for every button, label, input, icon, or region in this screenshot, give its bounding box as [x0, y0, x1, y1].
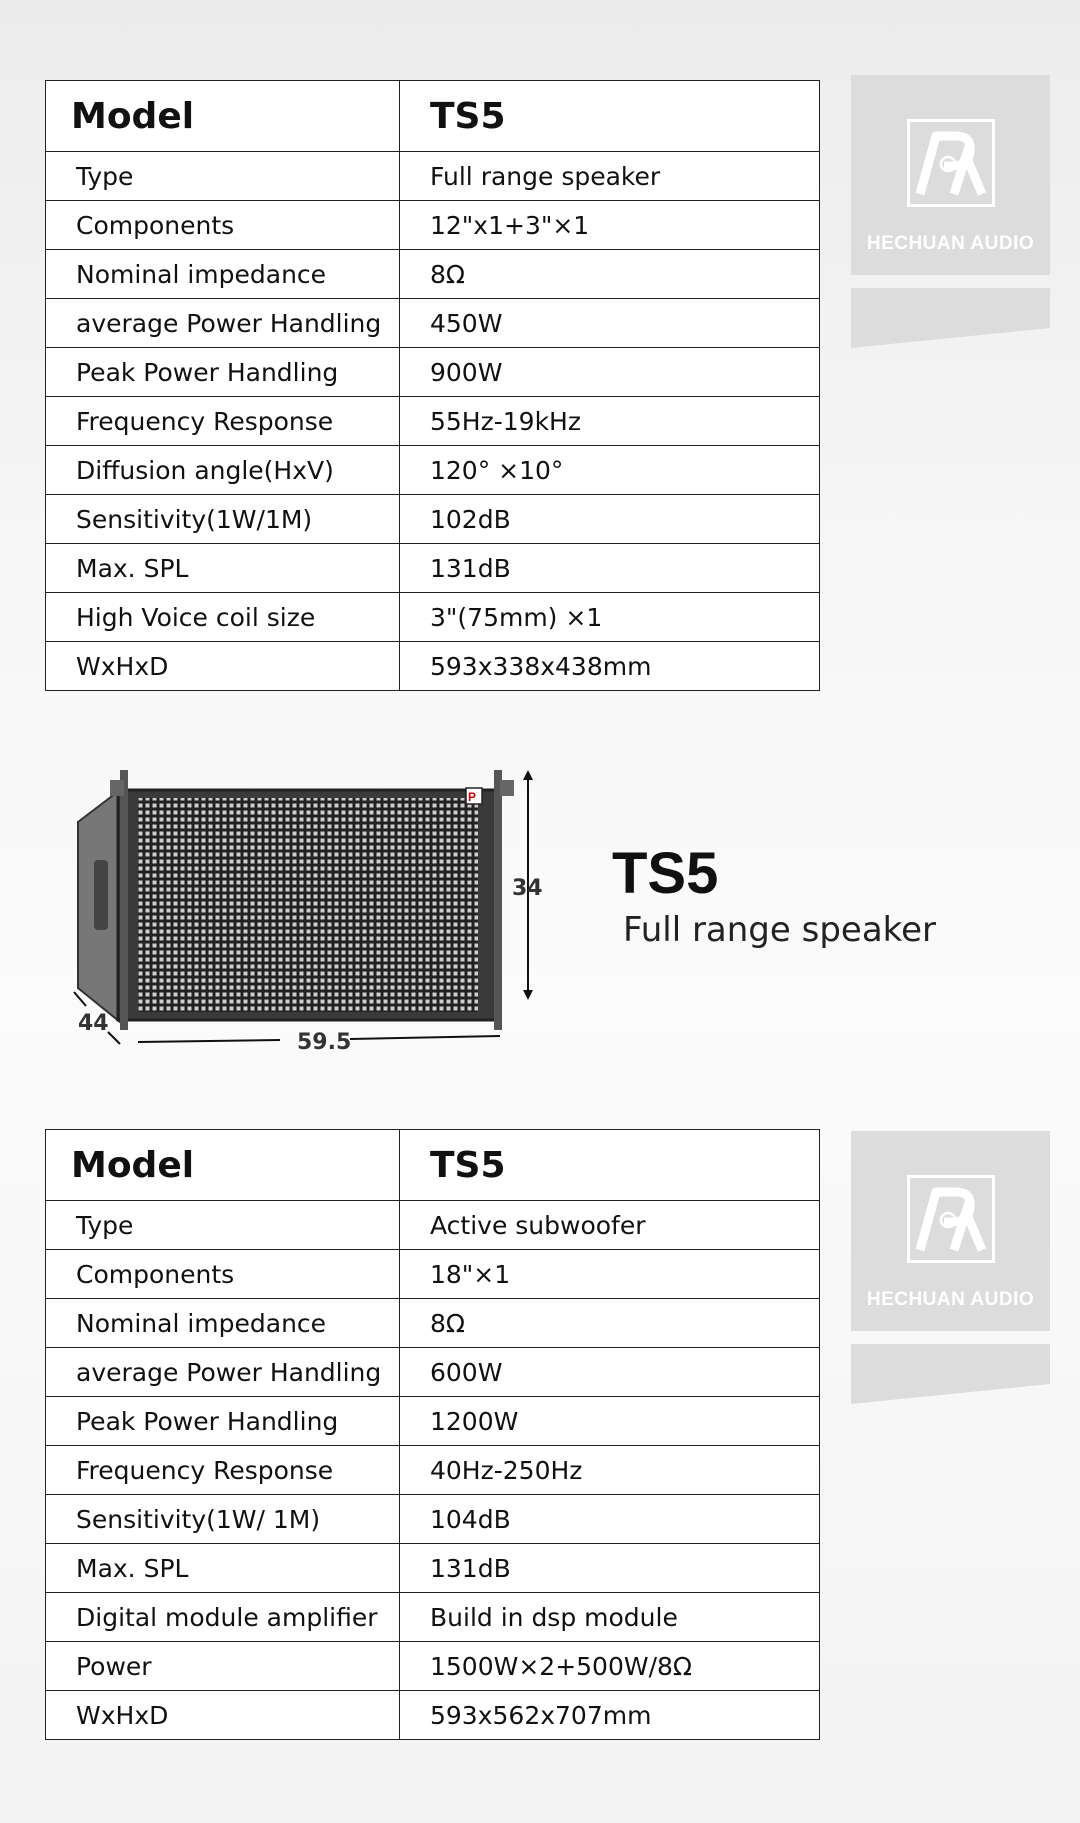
spec-label: Digital module amplifier — [46, 1593, 400, 1642]
spec-value: 104dB — [400, 1495, 820, 1544]
dimension-width: 59.5 — [297, 1030, 352, 1055]
table-row — [46, 201, 820, 250]
spec-table-subwoofer — [45, 1129, 820, 1740]
spec-value: 1200W — [400, 1397, 820, 1446]
dimension-height: 34 — [512, 876, 543, 901]
table-header-row — [46, 1130, 820, 1201]
product-model: TS5 — [612, 841, 719, 906]
spec-label: Components — [46, 1250, 400, 1299]
spec-table-full-range — [45, 80, 820, 691]
spec-label: Sensitivity(1W/ 1M) — [46, 1495, 400, 1544]
spec-label: Max. SPL — [46, 544, 400, 593]
table-row — [46, 446, 820, 495]
product-type: Full range speaker — [623, 910, 937, 950]
table-row — [46, 299, 820, 348]
spec-label: Type — [46, 152, 400, 201]
spec-label: Max. SPL — [46, 1544, 400, 1593]
spec-value: 40Hz-250Hz — [400, 1446, 820, 1495]
table-row — [46, 1201, 820, 1250]
spec-label: Nominal impedance — [46, 250, 400, 299]
dimension-depth: 44 — [78, 1011, 109, 1036]
table-row — [46, 1348, 820, 1397]
spec-label: Components — [46, 201, 400, 250]
spec-value: Full range speaker — [400, 152, 820, 201]
spec-value: 3"(75mm) ×1 — [400, 593, 820, 642]
spec-value: 8Ω — [400, 250, 820, 299]
speaker-image — [60, 760, 560, 1060]
spec-label: Peak Power Handling — [46, 1397, 400, 1446]
spec-value: 12"x1+3"×1 — [400, 201, 820, 250]
table-row — [46, 1691, 820, 1740]
spec-value: 593x338x438mm — [400, 642, 820, 691]
table-row — [46, 495, 820, 544]
spec-label: Nominal impedance — [46, 1299, 400, 1348]
spec-label: Power — [46, 1642, 400, 1691]
table-row — [46, 250, 820, 299]
brand-logo-card — [851, 1131, 1050, 1331]
spec-value: 131dB — [400, 544, 820, 593]
spec-value: Active subwoofer — [400, 1201, 820, 1250]
spec-value: Build in dsp module — [400, 1593, 820, 1642]
table-row — [46, 1642, 820, 1691]
spec-value: 102dB — [400, 495, 820, 544]
spec-value: 450W — [400, 299, 820, 348]
spec-label: High Voice coil size — [46, 593, 400, 642]
spec-label: Model — [46, 1130, 400, 1201]
table-row — [46, 1299, 820, 1348]
brand-logo-card — [851, 75, 1050, 275]
spec-value: 1500W×2+500W/8Ω — [400, 1642, 820, 1691]
table-row — [46, 152, 820, 201]
spec-value: 18"×1 — [400, 1250, 820, 1299]
brand-name: HECHUAN AUDIO — [866, 233, 1035, 254]
spec-label: average Power Handling — [46, 1348, 400, 1397]
spec-value: TS5 — [400, 81, 820, 152]
pa-logo-icon — [907, 119, 995, 207]
spec-value: 593x562x707mm — [400, 1691, 820, 1740]
decorative-banner — [851, 1344, 1050, 1404]
table-row — [46, 348, 820, 397]
decorative-banner — [851, 288, 1050, 348]
table-header-row — [46, 81, 820, 152]
spec-label: WxHxD — [46, 1691, 400, 1740]
pa-logo-icon — [907, 1175, 995, 1263]
table-row — [46, 1446, 820, 1495]
spec-label: WxHxD — [46, 642, 400, 691]
table-row — [46, 1544, 820, 1593]
table-row — [46, 1250, 820, 1299]
spec-value: 55Hz-19kHz — [400, 397, 820, 446]
spec-label: Frequency Response — [46, 397, 400, 446]
spec-label: Sensitivity(1W/1M) — [46, 495, 400, 544]
brand-name: HECHUAN AUDIO — [866, 1289, 1035, 1310]
table-row — [46, 593, 820, 642]
spec-label: Peak Power Handling — [46, 348, 400, 397]
table-row — [46, 642, 820, 691]
table-row — [46, 1495, 820, 1544]
spec-value: 900W — [400, 348, 820, 397]
table-row — [46, 1593, 820, 1642]
spec-value: 600W — [400, 1348, 820, 1397]
spec-value: 120° ×10° — [400, 446, 820, 495]
spec-label: Type — [46, 1201, 400, 1250]
spec-label: Diffusion angle(HxV) — [46, 446, 400, 495]
table-row — [46, 397, 820, 446]
spec-value: 131dB — [400, 1544, 820, 1593]
spec-value: TS5 — [400, 1130, 820, 1201]
spec-label: Frequency Response — [46, 1446, 400, 1495]
spec-value: 8Ω — [400, 1299, 820, 1348]
spec-label: Model — [46, 81, 400, 152]
spec-label: average Power Handling — [46, 299, 400, 348]
table-row — [46, 544, 820, 593]
table-row — [46, 1397, 820, 1446]
svg-text:P: P — [468, 790, 477, 804]
